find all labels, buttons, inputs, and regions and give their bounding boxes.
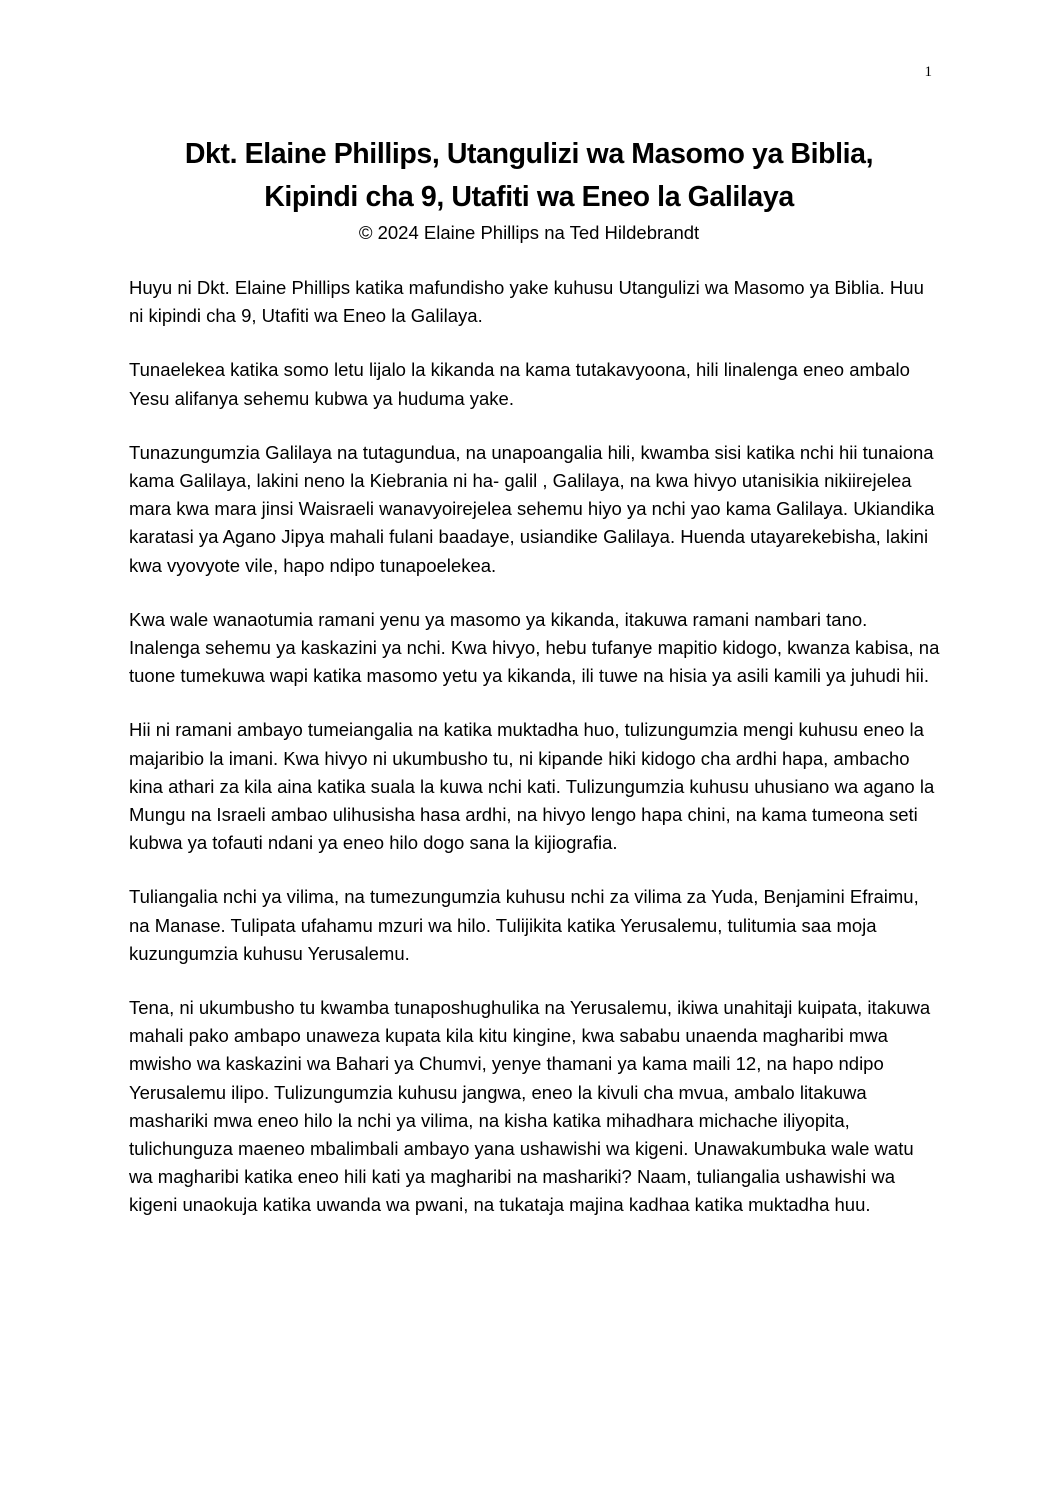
- paragraph-2: Tunaelekea katika somo letu lijalo la kikanda na kama tutakavyoona, hili linalenga eneo ambalo Yesu alifanya sehemu kubwa ya huduma yake.: [129, 359, 910, 409]
- paragraph-7: Tena, ni ukumbusho tu kwamba tunaposhughulika na Yerusalemu, ikiwa unahitaji kuipata, itakuwa mahali pako ambapo unaweza kupata kila kitu kingine, kwa sababu unaenda magharibi mwa mwisho wa kaskazini wa Bahari ya Chumvi, yenye thamani ya kama maili 12, na hapo ndipo Yerusalemu ilipo. Tulizungumzia kuhusu jangwa, eneo la kivuli cha mvua, ambalo litakuwa mashariki mwa eneo hilo la nchi ya vilima, na kisha katika mihadhara michache iliyopita, tulichunguza maeneo mbalimbali ambayo yana ushawishi wa kigeni. Unawakumbuka wale watu wa magharibi katika eneo hili kati ya magharibi na mashariki? Naam, tuliangalia ushawishi wa kigeni unaokuja katika uwanda wa pwani, na tukataja majina kadhaa katika muktadha huu.: [129, 997, 931, 1216]
- page-title: [100, 133, 958, 219]
- page-number: 1: [924, 64, 932, 80]
- paragraph-1: Huyu ni Dkt. Elaine Phillips katika mafundisho yake kuhusu Utangulizi wa Masomo ya Biblia. Huu ni kipindi cha 9, Utafiti wa Eneo la Galilaya.: [129, 277, 924, 327]
- title-line-1: Dkt. Elaine Phillips, Utangulizi wa Masomo ya Biblia,: [184, 138, 874, 170]
- copyright-line: © 2024 Elaine Phillips na Ted Hildebrandt: [358, 222, 700, 243]
- paragraph-4: Kwa wale wanaotumia ramani yenu ya masomo ya kikanda, itakuwa ramani nambari tano. Inalenga sehemu ya kaskazini ya nchi. Kwa hivyo, hebu tufanye mapitio kidogo, kwanza kabisa, na tuone tumekuwa wapi katika masomo yetu ya kikanda, ili tuwe na hisia ya asili kamili ya juhudi hii.: [129, 608, 940, 687]
- document-body: [129, 274, 941, 1246]
- paragraph-3: Tunazungumzia Galilaya na tutagundua, na unapoangalia hili, kwamba sisi katika nchi hii tunaiona kama Galilaya, lakini neno la Kiebrania ni ha- galil , Galilaya, na kwa hivyo utanisikia nikiirejelea mara kwa mara jinsi Waisraeli wanavyoirejelea sehemu hiyo ya nchi yao kama Galilaya. Ukiandika karatasi ya Agano Jipya mahali fulani baadaye, usiandike Galilaya. Huenda utayarekebisha, lakini kwa vyovyote vile, hapo ndipo tunapoelekea.: [129, 441, 935, 576]
- title-line-2: Kipindi cha 9, Utafiti wa Eneo la Galilaya: [264, 181, 794, 213]
- paragraph-6: Tuliangalia nchi ya vilima, na tumezungumzia kuhusu nchi za vilima za Yuda, Benjamini Efraimu, na Manase. Tulipata ufahamu mzuri wa hilo. Tulijikita katika Yerusalemu, tulitumia saa moja kuzungumzia kuhusu Yerusalemu.: [129, 886, 919, 964]
- paragraph-5: Hii ni ramani ambayo tumeiangalia na katika muktadha huo, tulizungumzia mengi kuhusu eneo la majaribio la imani. Kwa hivyo ni ukumbusho tu, ni kipande hiki kidogo cha ardhi hapa, ambacho kina athari za kila aina katika suala la kuwa nchi kati. Tulizungumzia kuhusu uhusiano wa agano la Mungu na Israeli ambao ulihusisha hasa ardhi, na hivyo lengo hapa chini, na kama tumeona seti kubwa ya tofauti ndani ya eneo hilo dogo sana la kijiografia.: [129, 719, 935, 854]
